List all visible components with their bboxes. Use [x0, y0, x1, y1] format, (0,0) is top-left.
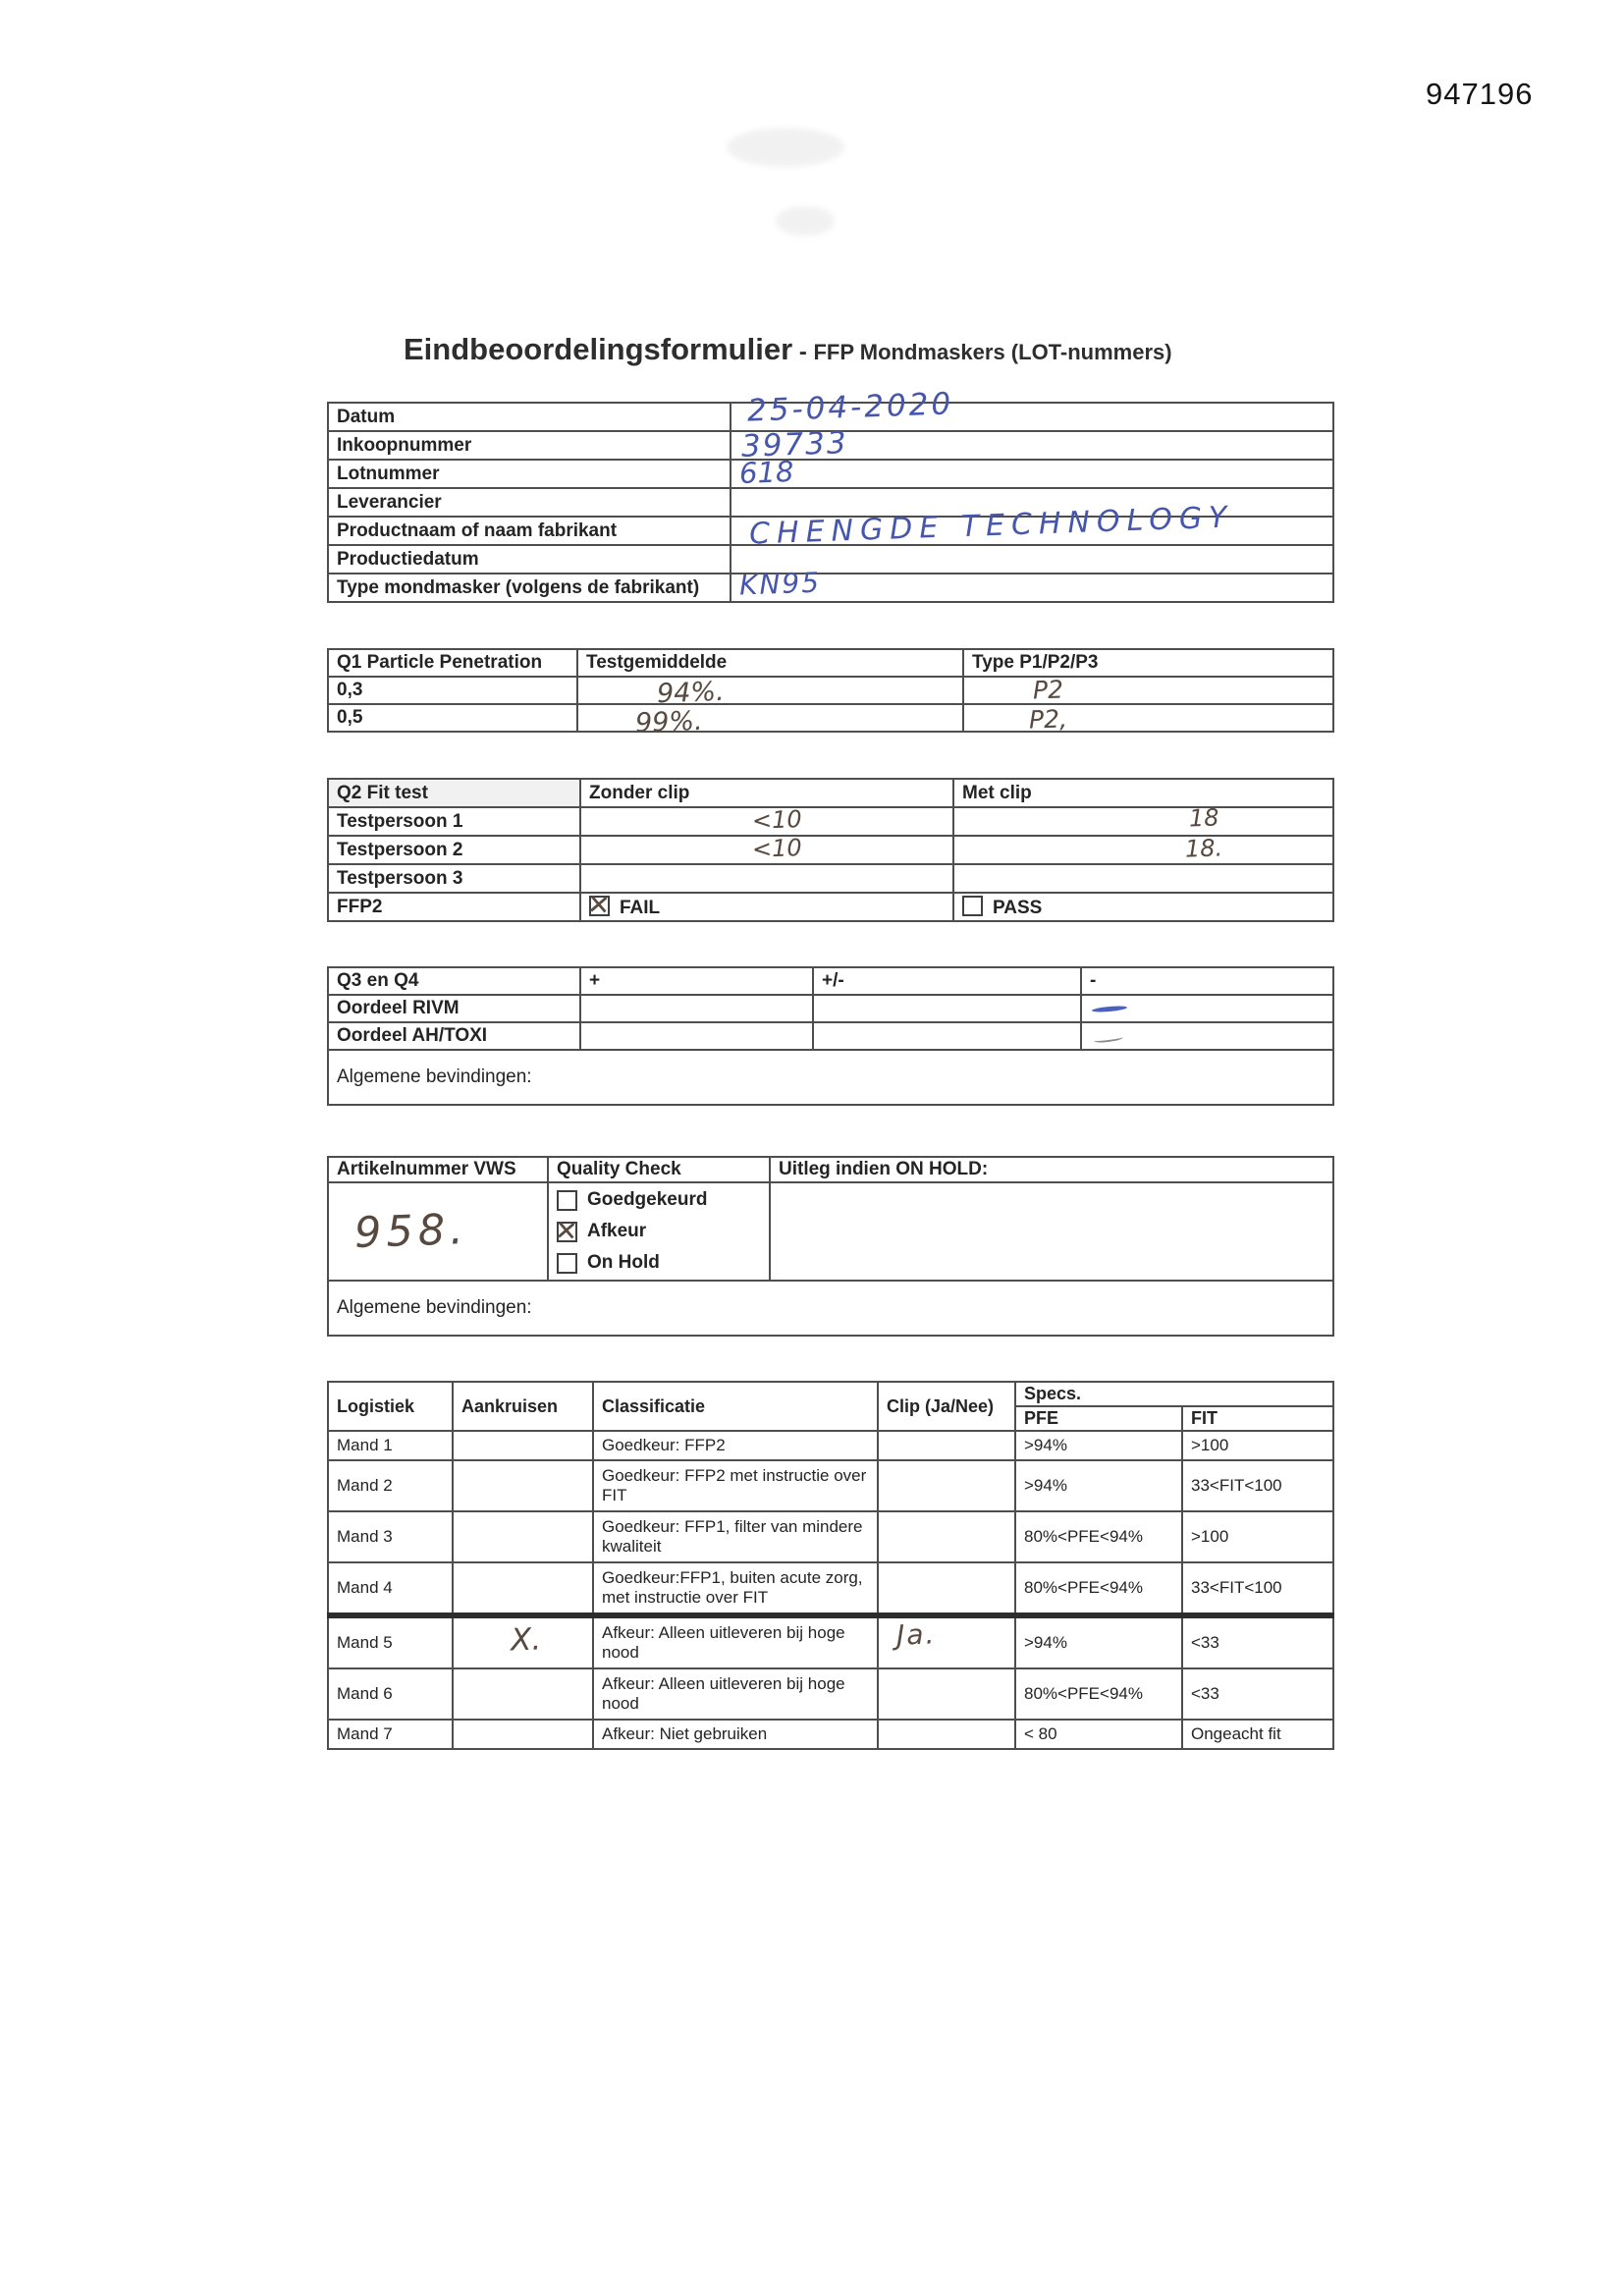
log-mand: Mand 7	[328, 1720, 453, 1749]
q3-plusminus-cell	[813, 995, 1081, 1022]
page-number: 947196	[1426, 77, 1534, 111]
table-row	[328, 517, 1333, 545]
log-header-aankruisen: Aankruisen	[453, 1382, 593, 1431]
log-subheader-fit: FIT	[1182, 1406, 1333, 1431]
table-header-row	[328, 1157, 1333, 1182]
table-row	[328, 864, 1333, 893]
log-aankruisen-cell	[453, 1615, 593, 1668]
log-mand: Mand 3	[328, 1511, 453, 1562]
quality-check-table	[327, 1156, 1334, 1337]
log-classificatie: Goedkeur: FFP2	[593, 1431, 878, 1460]
on-hold-checkbox	[557, 1253, 577, 1274]
handwritten-type-mondmasker: KN95	[738, 566, 822, 602]
q3-header-plus: +	[580, 967, 813, 995]
vws-header-artikelnummer: Artikelnummer VWS	[328, 1157, 548, 1182]
handwritten-artikelnummer: 958.	[353, 1204, 469, 1259]
log-pfe: >94%	[1015, 1615, 1182, 1668]
q2-ffp2-label: FFP2	[328, 893, 580, 921]
log-clip-cell	[878, 1511, 1015, 1562]
option-afkeur	[557, 1216, 761, 1247]
form-title-subtitle: FFP Mondmaskers (LOT-nummers)	[813, 340, 1172, 364]
log-fit: >100	[1182, 1511, 1333, 1562]
field-label-productiedatum: Productiedatum	[328, 545, 731, 574]
field-value-datum	[731, 386, 1333, 431]
table-row	[328, 704, 1333, 732]
form-title-separator: -	[792, 339, 814, 365]
log-fit: 33<FIT<100	[1182, 1460, 1333, 1511]
pass-checkbox	[962, 896, 983, 916]
table-row	[328, 836, 1333, 864]
q1-row-label: 0,3	[328, 677, 577, 704]
table-row	[328, 460, 1333, 488]
q3-header: Q3 en Q4	[328, 967, 580, 995]
log-fit: Ongeacht fit	[1182, 1720, 1333, 1749]
log-aankruisen-cell	[453, 1668, 593, 1720]
q2-zonder-cell	[580, 864, 953, 893]
field-value-leverancier	[731, 488, 1333, 517]
log-classificatie: Goedkeur:FFP1, buiten acute zorg, met instructie over FIT	[593, 1562, 878, 1615]
handwritten-inkoopnummer: 39733	[740, 425, 849, 465]
q3-plusminus-cell	[813, 1022, 1081, 1050]
log-clip-cell	[878, 1615, 1015, 1668]
vws-uitleg-cell	[770, 1182, 1333, 1281]
table-row	[328, 1668, 1333, 1720]
table-row	[328, 488, 1333, 517]
q3-row-label-ahtoxi: Oordeel AH/TOXI	[328, 1022, 580, 1050]
goedgekeurd-label: Goedgekeurd	[587, 1189, 708, 1210]
q2-met-cell	[953, 864, 1333, 893]
log-classificatie: Goedkeur: FFP1, filter van mindere kwaliteit	[593, 1511, 878, 1562]
log-header-classificatie: Classificatie	[593, 1382, 878, 1431]
q2-met-cell	[953, 803, 1333, 836]
log-fit: >100	[1182, 1431, 1333, 1460]
q3-q4-table	[327, 966, 1334, 1106]
table-row	[328, 1050, 1333, 1105]
log-pfe: >94%	[1015, 1431, 1182, 1460]
table-header-row	[328, 779, 1333, 807]
table-row	[328, 995, 1333, 1022]
q1-testgemiddelde-cell	[577, 676, 963, 710]
option-goedgekeurd	[557, 1184, 761, 1216]
log-aankruisen-cell	[453, 1431, 593, 1460]
log-aankruisen-cell	[453, 1562, 593, 1615]
log-clip-cell	[878, 1431, 1015, 1460]
log-header-specs: Specs.	[1015, 1382, 1333, 1406]
table-header-row	[328, 967, 1333, 995]
q2-pass-cell	[953, 893, 1333, 921]
log-classificatie: Afkeur: Alleen uitleveren bij hoge nood	[593, 1668, 878, 1720]
q2-header-met-clip: Met clip	[953, 779, 1333, 807]
field-value-inkoopnummer	[731, 425, 1333, 465]
log-classificatie: Afkeur: Niet gebruiken	[593, 1720, 878, 1749]
fail-checkbox	[589, 896, 610, 916]
handwritten-type-03: P2	[1032, 675, 1064, 705]
q2-row-label: Testpersoon 1	[328, 807, 580, 836]
table-header-row	[328, 1382, 1333, 1406]
option-on-hold	[557, 1247, 761, 1279]
table-row	[328, 403, 1333, 431]
field-label-lotnummer: Lotnummer	[328, 460, 731, 488]
handwritten-type-05: P2,	[1028, 704, 1068, 735]
log-mand: Mand 4	[328, 1562, 453, 1615]
q1-header: Q1 Particle Penetration	[328, 649, 577, 677]
q2-zonder-cell	[580, 807, 953, 836]
table-row	[328, 1022, 1333, 1050]
q3-header-minus: -	[1081, 967, 1333, 995]
goedgekeurd-checkbox	[557, 1190, 577, 1211]
handwritten-testgemiddelde-03: 94%.	[656, 676, 726, 710]
log-classificatie: Goedkeur: FFP2 met instructie over FIT	[593, 1460, 878, 1511]
table-row	[328, 1720, 1333, 1749]
table-row	[328, 1431, 1333, 1460]
log-mand: Mand 2	[328, 1460, 453, 1511]
log-pfe: 80%<PFE<94%	[1015, 1511, 1182, 1562]
log-fit: <33	[1182, 1668, 1333, 1720]
log-fit: 33<FIT<100	[1182, 1562, 1333, 1615]
log-clip-cell	[878, 1668, 1015, 1720]
log-pfe: < 80	[1015, 1720, 1182, 1749]
handwritten-tp2-met: 18.	[1184, 834, 1223, 863]
handwritten-tp1-zonder: <10	[751, 805, 803, 835]
log-mand: Mand 6	[328, 1668, 453, 1720]
q2-row-label: Testpersoon 3	[328, 864, 580, 893]
q1-testgemiddelde-cell	[577, 704, 963, 739]
handwritten-dash-mark	[1092, 1005, 1127, 1012]
q3-header-plusminus: +/-	[813, 967, 1081, 995]
table-row	[328, 1615, 1333, 1668]
q2-row-label: Testpersoon 2	[328, 836, 580, 864]
q1-type-cell	[963, 704, 1333, 735]
log-mand: Mand 5	[328, 1615, 453, 1668]
field-label-type-mondmasker: Type mondmasker (volgens de fabrikant)	[328, 574, 731, 602]
table-row	[328, 574, 1333, 602]
field-value-type-mondmasker	[731, 566, 1333, 602]
q2-zonder-cell	[580, 836, 953, 864]
field-value-lotnummer	[731, 455, 1333, 490]
table-row	[328, 545, 1333, 574]
general-info-table	[327, 386, 1334, 603]
log-subheader-pfe: PFE	[1015, 1406, 1182, 1431]
vws-artikelnummer-cell	[328, 1182, 548, 1281]
log-aankruisen-cell	[453, 1460, 593, 1511]
handwritten-clip-ja: Ja.	[895, 1617, 937, 1652]
log-pfe: 80%<PFE<94%	[1015, 1668, 1182, 1720]
field-label-datum: Datum	[328, 403, 731, 431]
scan-smudge	[776, 206, 835, 236]
log-fit: <33	[1182, 1615, 1333, 1668]
field-value-productnaam	[731, 500, 1333, 552]
form-title	[404, 332, 1172, 367]
handwritten-dash-mark	[1094, 1034, 1124, 1044]
q1-particle-penetration-table	[327, 648, 1334, 739]
field-label-leverancier: Leverancier	[328, 488, 731, 517]
table-row	[328, 1281, 1333, 1336]
q1-header-type: Type P1/P2/P3	[963, 649, 1333, 677]
handwritten-productnaam: CHENGDE TECHNOLOGY	[748, 500, 1235, 552]
table-row	[328, 1511, 1333, 1562]
on-hold-label: On Hold	[587, 1252, 660, 1273]
table-row	[328, 1562, 1333, 1615]
q3-bevindingen-label: Algemene bevindingen:	[328, 1050, 1333, 1105]
q1-header-testgemiddelde: Testgemiddelde	[577, 649, 963, 677]
table-row	[328, 807, 1333, 836]
log-classificatie: Afkeur: Alleen uitleveren bij hoge nood	[593, 1615, 878, 1668]
q1-row-label: 0,5	[328, 704, 577, 732]
q3-plus-cell	[580, 1022, 813, 1050]
q2-header-zonder-clip: Zonder clip	[580, 779, 953, 807]
form-title-main: Eindbeoordelingsformulier	[404, 332, 793, 366]
pass-label: PASS	[993, 897, 1043, 918]
log-header-clip: Clip (Ja/Nee)	[878, 1382, 1015, 1431]
vws-header-uitleg: Uitleg indien ON HOLD:	[770, 1157, 1333, 1182]
table-row	[328, 1460, 1333, 1511]
vws-header-quality-check: Quality Check	[548, 1157, 770, 1182]
log-clip-cell	[878, 1720, 1015, 1749]
log-pfe: 80%<PFE<94%	[1015, 1562, 1182, 1615]
handwritten-testgemiddelde-05: 99%.	[634, 705, 704, 739]
handwritten-lotnummer: 618	[738, 455, 794, 490]
afkeur-label: Afkeur	[587, 1221, 647, 1241]
afkeur-checkbox	[557, 1222, 577, 1242]
q2-fit-test-table	[327, 778, 1334, 922]
log-mand: Mand 1	[328, 1431, 453, 1460]
log-header-logistiek: Logistiek	[328, 1382, 453, 1431]
q2-header: Q2 Fit test	[328, 779, 580, 807]
table-row	[328, 1182, 1333, 1281]
scan-smudge	[727, 128, 844, 167]
table-row	[328, 893, 1333, 921]
fail-label: FAIL	[620, 897, 661, 918]
q3-plus-cell	[580, 995, 813, 1022]
log-pfe: >94%	[1015, 1460, 1182, 1511]
table-row	[328, 431, 1333, 460]
q3-minus-cell	[1081, 995, 1333, 1022]
field-label-inkoopnummer: Inkoopnummer	[328, 431, 731, 460]
handwritten-datum: 25-04-2020	[746, 386, 954, 429]
q2-fail-cell	[580, 893, 953, 921]
q3-minus-cell	[1081, 1022, 1333, 1050]
handwritten-tp2-zonder: <10	[751, 834, 803, 863]
logistiek-table	[327, 1381, 1334, 1750]
log-aankruisen-cell	[453, 1511, 593, 1562]
table-row	[328, 677, 1333, 704]
handwritten-aankruisen-x: X.	[510, 1621, 542, 1659]
field-label-productnaam: Productnaam of naam fabrikant	[328, 517, 731, 545]
log-clip-cell	[878, 1562, 1015, 1615]
table-header-row	[328, 649, 1333, 677]
log-clip-cell	[878, 1460, 1015, 1511]
vws-bevindingen-label: Algemene bevindingen:	[328, 1281, 1333, 1336]
log-aankruisen-cell	[453, 1720, 593, 1749]
handwritten-tp1-met: 18	[1188, 803, 1219, 833]
q1-type-cell	[963, 677, 1333, 704]
q3-row-label-rivm: Oordeel RIVM	[328, 995, 580, 1022]
field-value-productiedatum	[731, 545, 1333, 574]
q2-met-cell	[953, 836, 1333, 864]
vws-options-cell	[548, 1182, 770, 1281]
